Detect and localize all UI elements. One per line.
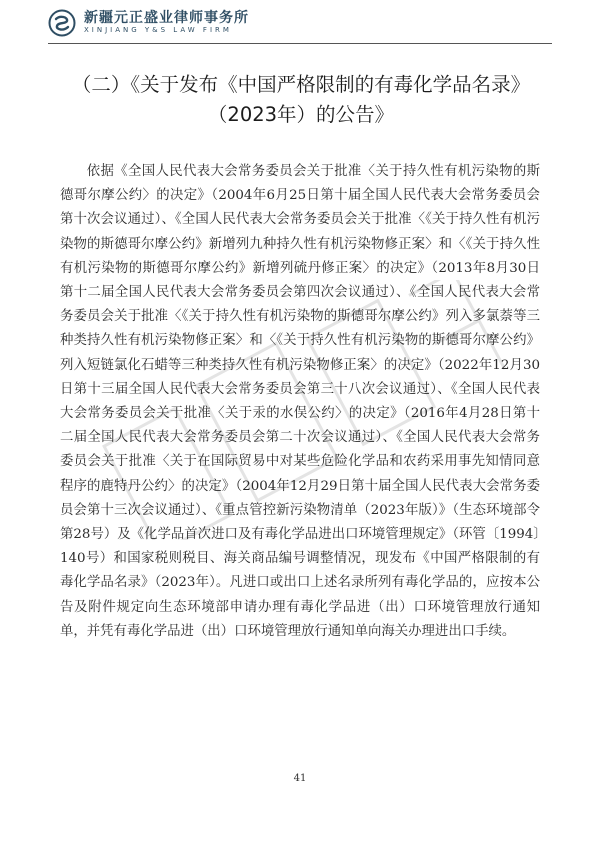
firm-name bbox=[84, 11, 249, 35]
header-divider bbox=[48, 43, 552, 44]
page-header bbox=[48, 6, 249, 40]
body-paragraph: 依据《全国人民代表大会常务委员会关于批准〈关于持久性有机污染物的斯德哥尔摩公约〉的决定》（2004年6月25日第十届全国人民代表大会常务委员会第十次会议通过）、《全国人民代表大会常务委员会关于批准〈《关于持久性有机污染物的斯德哥尔摩公约》新增列九种持久性有机污染物修正案〉和〈《关于持久性有机污染物的斯德哥尔摩公约》新增列硫丹修正案〉的决定》（2013年8月30日第十二届全国人民代表大会常务委员会第四次会议通过）、《全国人民代表大会常务委员会关于批准〈《关于持久性有机污染物的斯德哥尔摩公约》列入多氯萘等三种类持久性有机污染物修正案〉和〈《关于持久性有机污染物的斯德哥尔摩公约》列入短链氯化石蜡等三种类持久性有机污染物修正案〉的决定》（2022年12月30日第十三届全国人民代表大会常务委员会第三十八次会议通过）、《全国人民代表大会常务委员会关于批准〈关于汞的水俣公约〉的决定》（2016年4月28日第十二届全国人民代表大会常务委员会第二十次会议通过）、《全国人民代表大会常务委员会关于批准〈关于在国际贸易中对某些危险化学品和农药采用事先知情同意程序的鹿特丹公约〉的决定》（2004年12月29日第十届全国人民代表大会常务委员会第十三次会议通过）、《重点管控新污染物清单（2023年版）》（生态环境部令第28号）及《化学品首次进口及有毒化学品进出口环境管理规定》（环管〔1994〕140号）和国家税则税目、海关商品编号调整情况，现发布《中国严格限制的有毒化学品名录》（2023年）。凡进口或出口上述名录所列有毒化学品的，应按本公告及附件规定向生态环境部申请办理有毒化学品进（出）口环境管理放行通知单，并凭有毒化学品进（出）口环境管理放行通知单向海关办理进出口手续。 bbox=[60, 164, 540, 639]
firm-logo-icon bbox=[48, 9, 76, 37]
section-title: （二）《关于发布《中国严格限制的有毒化学品名录》（2023年）的公告》 bbox=[71, 73, 531, 126]
firm-name-cn: 新疆元正盛业律师事务所 bbox=[84, 9, 249, 26]
page-number: 41 bbox=[293, 773, 307, 784]
firm-name-en: XINJIANG Y&S LAW FIRM bbox=[84, 26, 232, 35]
